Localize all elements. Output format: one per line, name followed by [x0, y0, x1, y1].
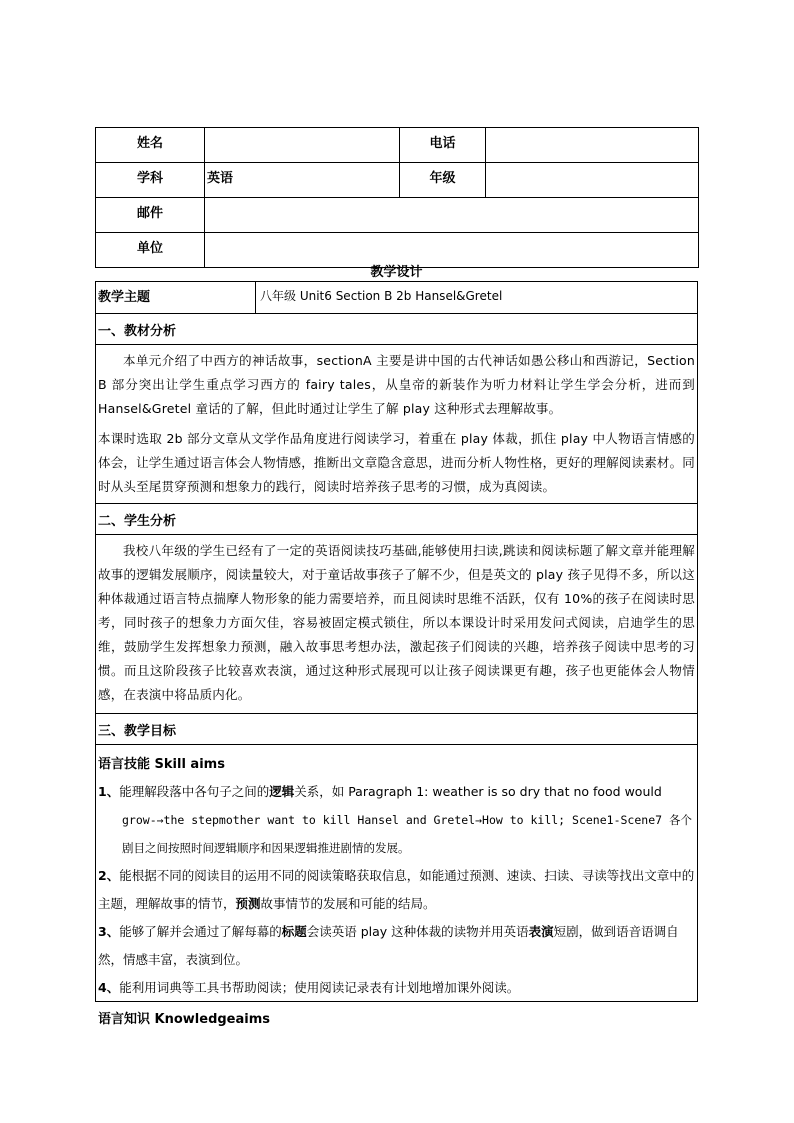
goal-1-continuation: grow-→the stepmother want to kill Hansel and Gretel→How to kill; Scene1-Scene7 各个剧目之间按照时间逻辑顺序和因果逻辑推进剧情的发展。: [122, 813, 692, 855]
goal-2-keyword: 预测: [235, 896, 261, 911]
topic-label: 教学主题: [96, 282, 256, 313]
subject-label: 学科: [96, 163, 205, 198]
goal-3-text-a: 能够了解并会通过了解每幕的: [119, 924, 282, 939]
goal-4-number: 4、: [98, 980, 120, 995]
goal-1-text-a: 能理解段落中各句子之间的: [119, 784, 270, 799]
section-goals-body: [96, 745, 697, 1033]
goal-item-1: [96, 778, 697, 862]
goal-1-number: 1、: [98, 784, 120, 799]
section-heading-material: 一、教材分析: [96, 314, 697, 345]
skill-aims-heading: 语言技能 Skill aims: [98, 757, 225, 772]
material-paragraph-1: 本单元介绍了中西方的神话故事，sectionA 主要是讲中国的古代神话如愚公移山和西游记，Section B 部分突出让学生重点学习西方的 fairy tales，从皇帝的新装作为听力材料让学生学会分析，进而到 Hansel&Gretel 童话的了解，但此时通过让学生了解 play 这种形式去理解故事。: [98, 353, 695, 416]
goal-2-number: 2、: [98, 868, 120, 883]
student-paragraph: 我校八年级的学生已经有了一定的英语阅读技巧基础,能够使用扫读,跳读和阅读标题了解文章并能理解故事的逻辑发展顺序，阅读量较大，对于童话故事孩子了解不少，但是英文的 play 孩子见得不多，所以这种体裁通过语言特点揣摩人物形象的能力需要培养，而且阅读时思维不活跃，仅有 10%的孩子在阅读时思考，同时孩子的想象力方面欠佳，容易被固定模式锁住，所以本课设计时采用发问式阅读，启迪学生的思维，鼓励学生发挥想象力预测，融入故事思考想办法，激起孩子们阅读的兴趣，培养孩子阅读中思考的习惯。而且这阶段孩子比较喜欢表演，通过这种形式展现可以让孩子阅读课更有趣，孩子也更能体会人物情感，在表演中将品质内化。: [98, 543, 695, 702]
goal-2-text-a: 能根据不同的阅读目的运用不同的阅读策略获取信息，如能通过预测、速读、扫读、寻读等找出文章中的主题，理解故事的情节，: [98, 868, 695, 911]
section-material-body: [96, 345, 697, 504]
grade-field[interactable]: [486, 163, 699, 198]
name-field[interactable]: [205, 128, 400, 163]
section-heading-goals: 三、教学目标: [96, 714, 697, 745]
grade-label: 年级: [400, 163, 486, 198]
email-field[interactable]: [205, 198, 699, 233]
goal-item-3: [96, 918, 697, 974]
unit-label: 单位: [96, 233, 205, 268]
personal-info-table: [95, 127, 699, 268]
info-row-name: [96, 128, 699, 163]
goal-4-text: 能利用词典等工具书帮助阅读；使用阅读记录表有计划地增加课外阅读。: [119, 980, 520, 995]
teaching-design-table: [95, 281, 698, 1027]
knowledge-aims-heading: 语言知识 Knowledgeaims: [98, 1012, 271, 1027]
name-label: 姓名: [96, 128, 205, 163]
goal-1-keyword: 逻辑: [269, 784, 295, 799]
goal-item-4: [96, 974, 697, 1002]
phone-field[interactable]: [486, 128, 699, 163]
design-title: 教学设计: [370, 265, 423, 280]
info-row-subject: [96, 163, 699, 198]
info-row-email: [96, 198, 699, 233]
subject-field[interactable]: 英语: [205, 163, 400, 198]
goal-3-keyword-title: 标题: [281, 924, 307, 939]
goal-3-text-e: 短剧，做到语音语调自然，情感丰富，表演到位。: [98, 924, 679, 967]
topic-row: [96, 282, 697, 314]
goal-3-text-c: 会读英语 play 这种体裁的读物并用英语: [306, 924, 529, 939]
goal-3-keyword-perform: 表演: [528, 924, 554, 939]
goal-3-number: 3、: [98, 924, 120, 939]
goal-1-text-c: 关系，如 Paragraph 1: weather is so dry that no food would: [294, 784, 662, 799]
phone-label: 电话: [400, 128, 486, 163]
section-student-body: [96, 535, 697, 714]
section-heading-student: 二、学生分析: [96, 504, 697, 535]
material-paragraph-2: 本课时选取 2b 部分文章从文学作品角度进行阅读学习，着重在 play 体裁，抓住 play 中人物语言情感的体会，让学生通过语言体会人物情感，推断出文章隐含意思，进而分析人物性格，更好的理解阅读素材。同时从头至尾贯穿预测和想象力的践行，阅读时培养孩子思考的习惯，成为真阅读。: [98, 431, 695, 494]
goal-item-2: [96, 862, 697, 918]
goal-2-text-c: 故事情节的发展和可能的结局。: [260, 896, 436, 911]
topic-value: 八年级 Unit6 Section B 2b Hansel&Gretel: [260, 289, 503, 303]
email-label: 邮件: [96, 198, 205, 233]
